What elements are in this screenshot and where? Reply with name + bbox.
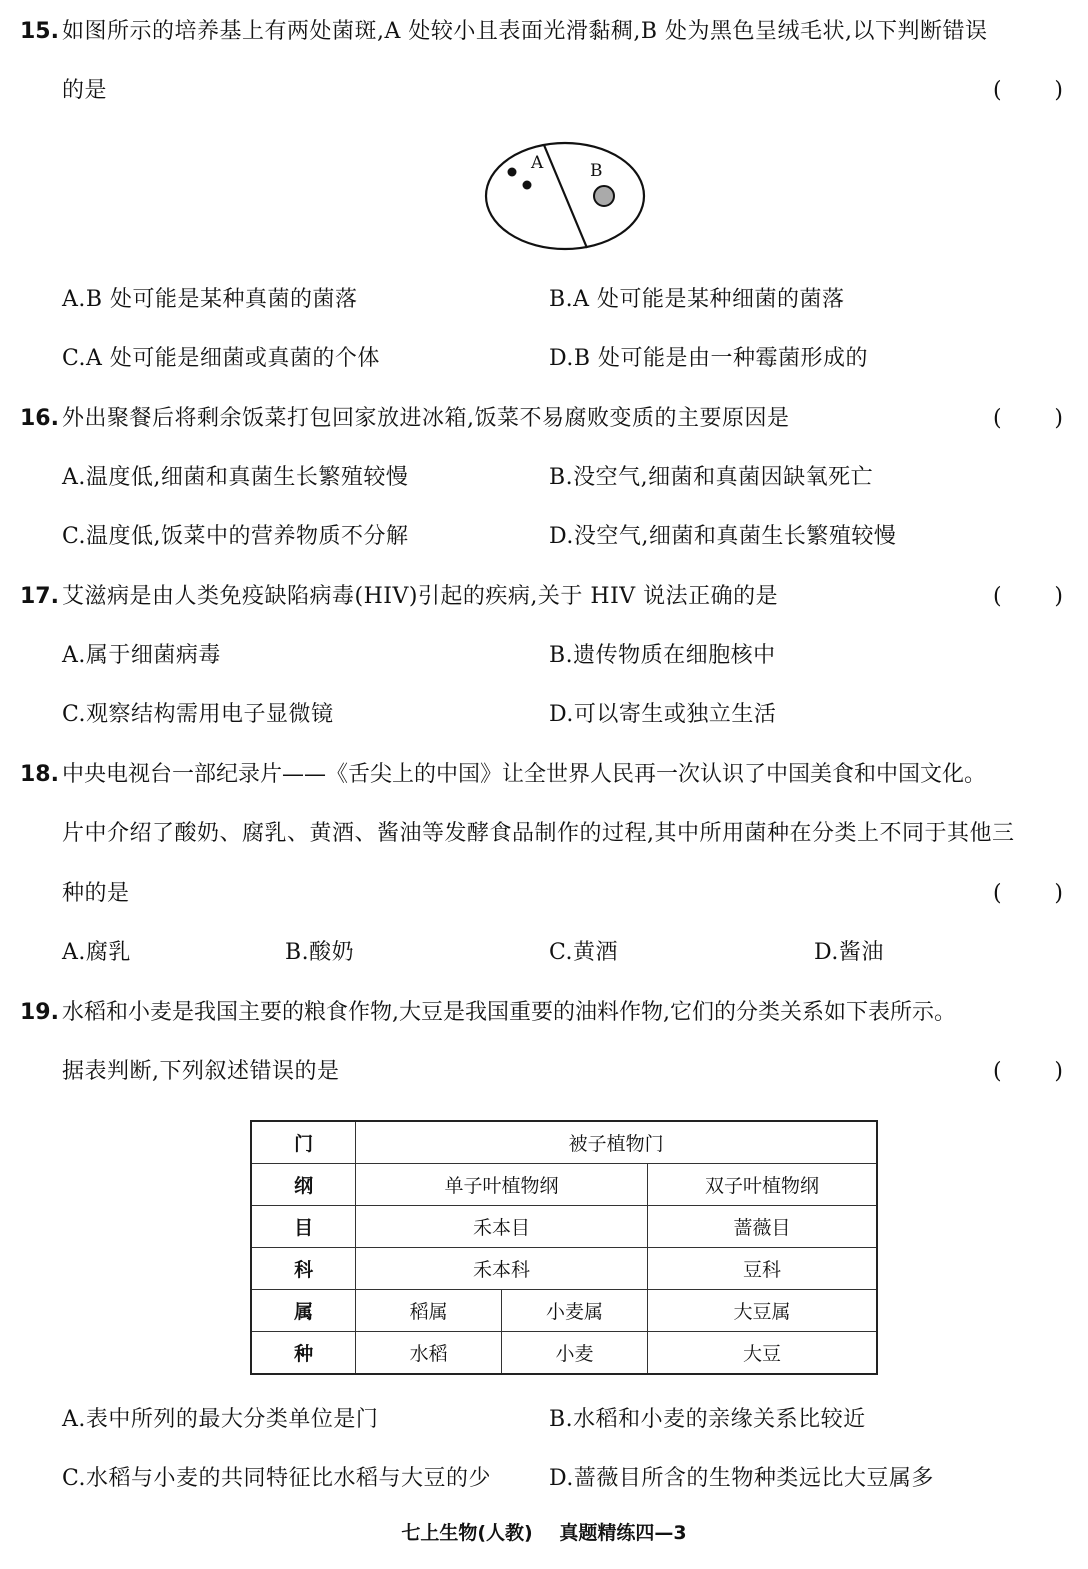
paren-open: ( <box>993 881 1002 906</box>
paren-close: ) <box>1054 584 1063 609</box>
question-19-option-a[interactable]: A.表中所列的最大分类单位是门 <box>62 1407 379 1432</box>
table-row <box>251 1164 877 1206</box>
question-15-option-c[interactable]: C.A 处可能是细菌或真菌的个体 <box>62 346 380 371</box>
question-16-option-a[interactable]: A.温度低,细菌和真菌生长繁殖较慢 <box>62 465 409 490</box>
question-18-stem-line-2: 片中介绍了酸奶、腐乳、黄酒、酱油等发酵食品制作的过程,其中所用菌种在分类上不同于其他三 <box>62 821 1015 846</box>
colony-a-dot <box>523 181 532 190</box>
table-cell: 小麦 <box>502 1332 648 1375</box>
question-18-option-d[interactable]: D.酱油 <box>814 940 884 965</box>
question-16-number: 16. <box>20 406 59 431</box>
table-row <box>251 1206 877 1248</box>
page-footer <box>0 1518 1088 1545</box>
colony-a-dot <box>508 168 517 177</box>
question-17-number: 17. <box>20 584 59 609</box>
question-15-option-d[interactable]: D.B 处可能是由一种霉菌形成的 <box>549 346 869 371</box>
table-cell: 禾本科 <box>356 1248 648 1290</box>
question-16-stem-line-1: 外出聚餐后将剩余饭菜打包回家放进冰箱,饭菜不易腐败变质的主要原因是 <box>62 406 790 431</box>
table-cell: 大豆属 <box>647 1290 877 1332</box>
question-18-number: 18. <box>20 762 59 787</box>
paren-open: ( <box>993 78 1002 103</box>
table-cell: 小麦属 <box>502 1290 648 1332</box>
table-row <box>251 1332 877 1375</box>
question-16-option-c[interactable]: C.温度低,饭菜中的营养物质不分解 <box>62 524 409 549</box>
question-19-stem-line-2: 据表判断,下列叙述错误的是 <box>62 1059 340 1084</box>
question-19-option-b[interactable]: B.水稻和小麦的亲缘关系比较近 <box>549 1407 866 1432</box>
footer-page-label: 真题精练四—3 <box>559 1522 687 1544</box>
question-18-stem-line-1: 中央电视台一部纪录片——《舌尖上的中国》让全世界人民再一次认识了中国美食和中国文化。 <box>62 762 987 787</box>
classification-table <box>250 1120 878 1375</box>
paren-close: ) <box>1054 881 1063 906</box>
rank-cell: 科 <box>251 1248 356 1290</box>
paren-close: ) <box>1054 78 1063 103</box>
table-cell: 蔷薇目 <box>647 1206 877 1248</box>
question-15-option-a[interactable]: A.B 处可能是某种真菌的菌落 <box>62 287 358 312</box>
table-row <box>251 1290 877 1332</box>
table-row <box>251 1121 877 1164</box>
table-cell: 豆科 <box>647 1248 877 1290</box>
question-19-stem-line-1: 水稻和小麦是我国主要的粮食作物,大豆是我国重要的油料作物,它们的分类关系如下表所示。 <box>62 1000 956 1025</box>
question-15-number: 15. <box>20 19 59 44</box>
footer-subject: 七上生物(人教) <box>401 1522 533 1544</box>
paren-close: ) <box>1054 1059 1063 1084</box>
question-17-option-c[interactable]: C.观察结构需用电子显微镜 <box>62 702 334 727</box>
question-17-stem-line-1: 艾滋病是由人类免疫缺陷病毒(HIV)引起的疾病,关于 HIV 说法正确的是 <box>62 584 779 609</box>
question-15-stem-line-1: 如图所示的培养基上有两处菌斑,A 处较小且表面光滑黏稠,B 处为黑色呈绒毛状,以下判断错误 <box>62 19 988 44</box>
question-18-stem-line-3: 种的是 <box>62 881 130 906</box>
rank-cell: 种 <box>251 1332 356 1375</box>
table-cell: 大豆 <box>647 1332 877 1375</box>
paren-open: ( <box>993 406 1002 431</box>
question-17-option-a[interactable]: A.属于细菌病毒 <box>62 643 221 668</box>
petri-dish-figure <box>484 140 648 252</box>
question-18-option-a[interactable]: A.腐乳 <box>62 940 131 965</box>
table-cell: 单子叶植物纲 <box>356 1164 648 1206</box>
question-15-stem-line-2: 的是 <box>62 78 108 103</box>
question-16-option-d[interactable]: D.没空气,细菌和真菌生长繁殖较慢 <box>549 524 897 549</box>
question-16-option-b[interactable]: B.没空气,细菌和真菌因缺氧死亡 <box>549 465 874 490</box>
table-cell: 双子叶植物纲 <box>647 1164 877 1206</box>
paren-open: ( <box>993 584 1002 609</box>
question-15-option-b[interactable]: B.A 处可能是某种细菌的菌落 <box>549 287 845 312</box>
table-cell: 被子植物门 <box>356 1121 877 1164</box>
table-cell: 水稻 <box>356 1332 502 1375</box>
question-19-number: 19. <box>20 1000 59 1025</box>
question-18-option-c[interactable]: C.黄酒 <box>549 940 619 965</box>
question-19-option-d[interactable]: D.蔷薇目所含的生物种类远比大豆属多 <box>549 1466 934 1491</box>
paren-close: ) <box>1054 406 1063 431</box>
question-18-option-b[interactable]: B.酸奶 <box>285 940 355 965</box>
question-19-option-c[interactable]: C.水稻与小麦的共同特征比水稻与大豆的少 <box>62 1466 492 1491</box>
table-cell: 稻属 <box>356 1290 502 1332</box>
question-17-option-d[interactable]: D.可以寄生或独立生活 <box>549 702 777 727</box>
rank-cell: 门 <box>251 1121 356 1164</box>
figure-label-a: A <box>531 153 544 173</box>
question-17-option-b[interactable]: B.遗传物质在细胞核中 <box>549 643 776 668</box>
table-row <box>251 1248 877 1290</box>
rank-cell: 目 <box>251 1206 356 1248</box>
table-cell: 禾本目 <box>356 1206 648 1248</box>
rank-cell: 属 <box>251 1290 356 1332</box>
paren-open: ( <box>993 1059 1002 1084</box>
rank-cell: 纲 <box>251 1164 356 1206</box>
colony-b <box>594 186 614 206</box>
figure-label-b: B <box>590 161 603 181</box>
